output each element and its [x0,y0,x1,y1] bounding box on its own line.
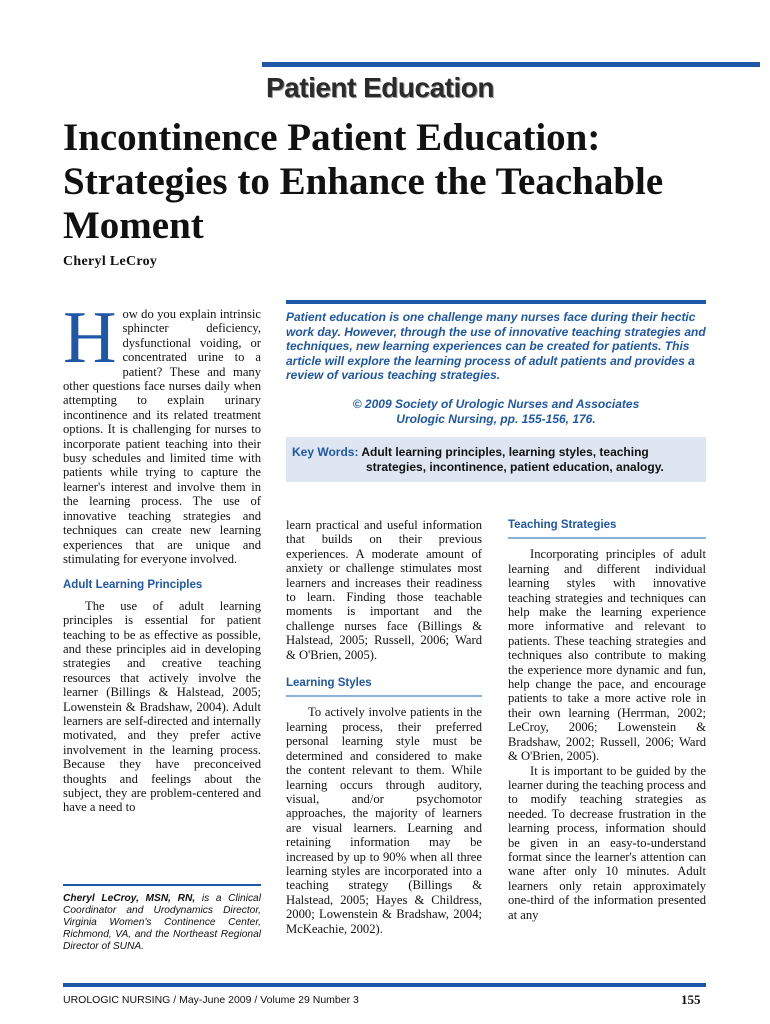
column-1 [63,297,261,815]
column-2 [286,518,482,936]
bio-name: Cheryl LeCroy, MSN, RN, [63,893,196,904]
continuation-paragraph: learn practical and useful information that builds on their previous experiences. A moderate amount of anxiety or challenge stimulates most learners and increases their readiness to learn. Finding those teachable moments is important and the challenge nurses face (Billings & Halstead, 2005; Russell, 2006; Ward & O'Brien, 2005). [286,518,482,662]
intro-text: ow do you explain intrinsic sphincter deficiency, dysfunctional voiding, or concentrated urine to a patient? These and many other questions face nurses daily when attempting to explain urinary incontinence and its related treatment options. It is challenging for nurses to incorporate patient teaching into their busy schedules and limited time with patients while trying to capture the learner's interest and involve them in the learning process. The use of innovative teaching strategies and techniques can create new learning experiences that are unique and stimulating for everyone involved. [63,307,261,566]
intro-paragraph [63,297,261,566]
copyright-notice [286,397,706,427]
copyright-line-2: Urologic Nursing, pp. 155-156, 176. [396,412,596,426]
header-rule [262,62,760,67]
bio-rule [63,884,261,886]
heading-teaching-strategies: Teaching Strategies [508,518,706,539]
drop-cap: H [63,297,117,379]
heading-learning-styles: Learning Styles [286,676,482,697]
abstract-rule [286,300,706,304]
page-number: 155 [681,992,701,1007]
adult-learning-paragraph: The use of adult learning principles is essential for patient teaching to be as effective as possible, and these principles aid in developing strategies and creative teaching resources that actively involve the learner (Billings & Halstead, 2005; Lowenstein & Bradshaw, 2004). Adult learners are self-directed and internally motivated, and they prefer active involvement in the learning process. Because they have preconceived thoughts and feelings about the subject, they are problem-centered and have a need to [63,598,261,815]
keywords-label: Key Words: [292,445,359,459]
learning-styles-paragraph: To actively involve patients in the learning process, their preferred personal learning style must be determined and considered to make the content relevant to them. While learning occurs through auditory, visual, and/or psychomotor approaches, the majority of learners are visual learners. Learning and retaining information may be increased by up to 90% when all three learning styles are incorporated into a teaching strategy (Billings & Halstead, 2005; Hayes & Childress, 2000; Lowenstein & Bradshaw, 2004; McKeachie, 2002). [286,705,482,936]
author-bio [63,893,261,953]
teaching-strategies-paragraph-1: Incorporating principles of adult learning and different individual learning styles with innovative teaching strategies and techniques can help make the learning experience more informative and relevant to patients. These teaching strategies and techniques also contribute to making the experience more dynamic and fun, help change the pace, and encourage patients to take a more active role in their own learning (Herrman, 2002; LeCroy, 2006; Lowenstein & Bradshaw, 2002; Russell, 2006; Ward & O'Brien, 2005). [508,547,706,764]
keywords-line-1: Adult learning principles, learning styles, teaching [361,445,649,459]
teaching-strategies-paragraph-2: It is important to be guided by the learner during the teaching process and to modify teaching strategies as needed. To decrease frustration in the learning process, information should be given in an easy-to-understand format since the learner's attention can wane after only 10 minutes. Adult learners only retain approximately one-third of the information presented at any [508,763,706,922]
journal-footer: UROLOGIC NURSING / May-June 2009 / Volume 29 Number 3 [63,994,359,1006]
footer-rule [63,983,706,987]
copyright-line-1: © 2009 Society of Urologic Nurses and Associates [352,397,640,411]
abstract-text: Patient education is one challenge many nurses face during their hectic work day. However, through the use of innovative teaching strategies and techniques, new learning experiences can be created for patients. This article will explore the learning process of adult patients and provides a review of various teaching strategies. [286,310,706,382]
bio-text: is a Clinical Coordinator and Urodynamics Director, Virginia Women's Continence Center, Richmond, VA, and the Northeast Regional Director of SUNA. [63,893,261,952]
section-label: Patient Education [266,72,494,103]
heading-adult-learning: Adult Learning Principles [63,579,203,592]
column-3 [508,518,706,922]
article-author: Cheryl LeCroy [63,254,158,269]
keywords-line-2: strategies, incontinence, patient education, analogy. [366,460,664,474]
article-title: Incontinence Patient Education: Strategies to Enhance the Teachable Moment [63,116,664,247]
keywords-box [286,437,706,482]
